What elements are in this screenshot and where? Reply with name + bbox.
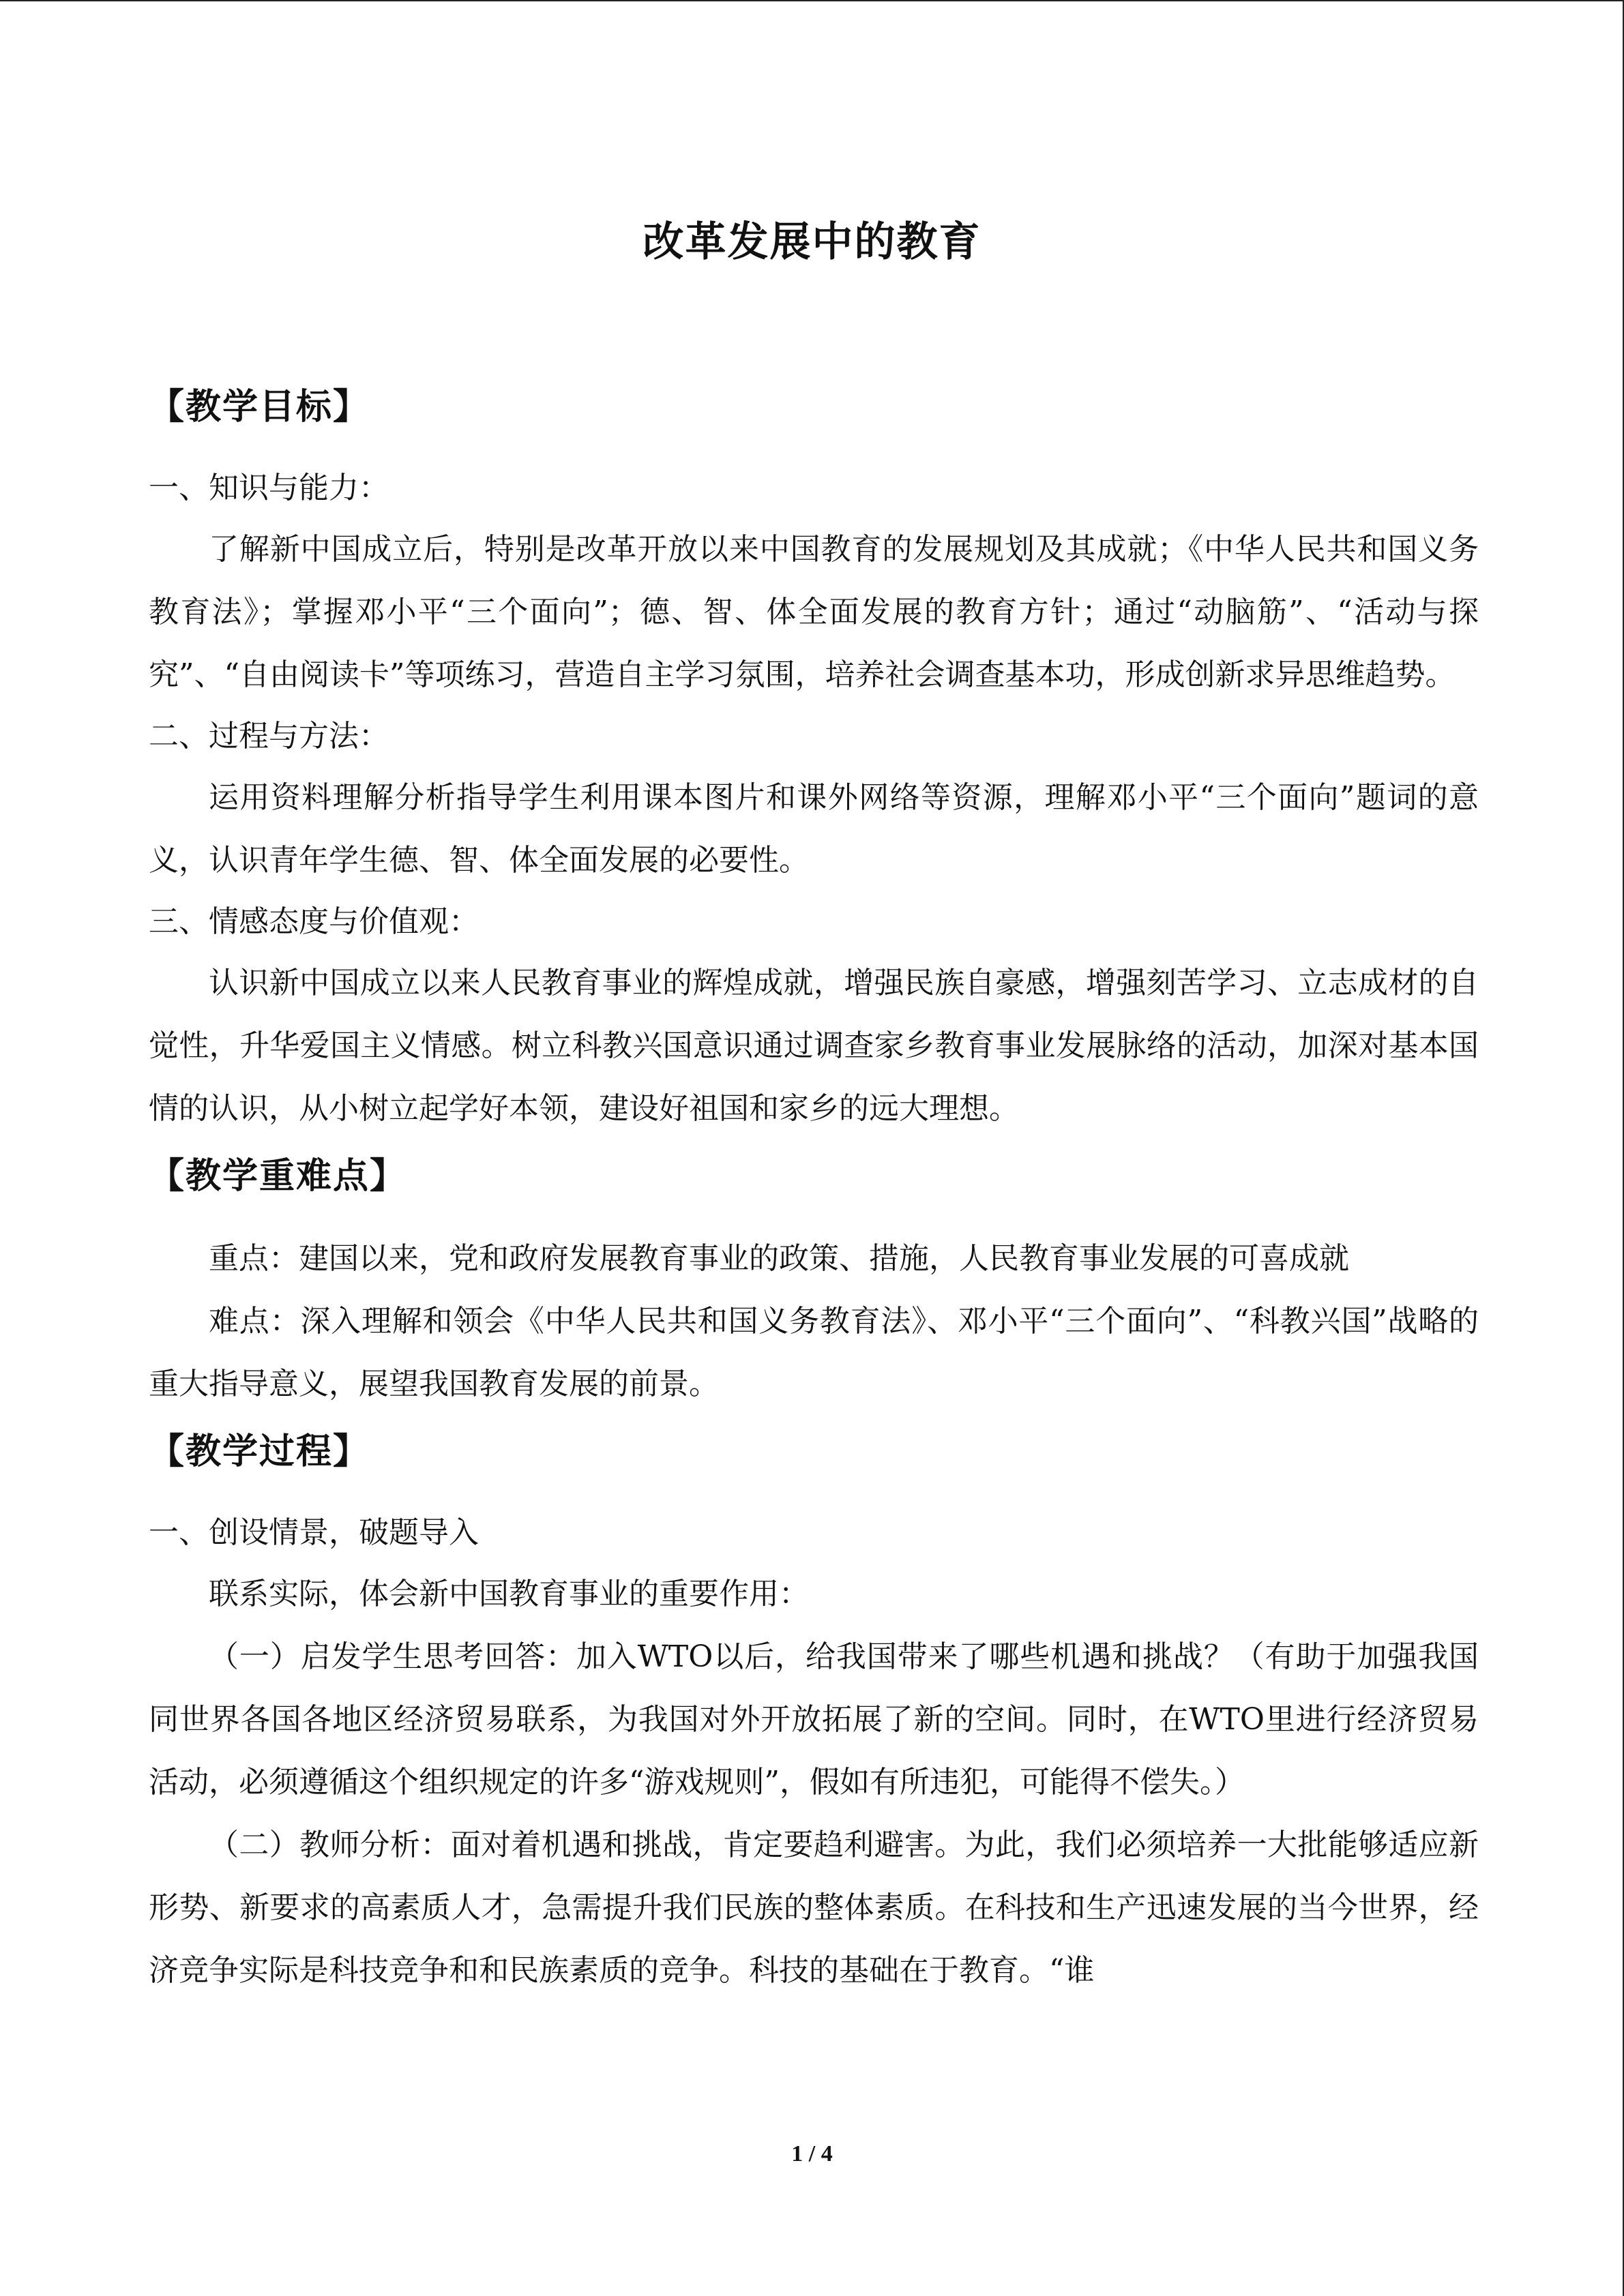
page-number: 1 / 4 (791, 2141, 833, 2166)
document-body (149, 383, 1479, 2002)
section-heading-key-points: 【教学重难点】 (149, 1156, 407, 1197)
section-heading-objectives: 【教学目标】 (149, 387, 370, 428)
paragraph-focus: 重点：建国以来，党和政府发展教育事业的政策、措施，人民教育事业发展的可喜成就 (209, 1241, 1349, 1276)
section-heading-process: 【教学过程】 (149, 1431, 370, 1472)
paragraph-process-method: 运用资料理解分析指导学生利用课本图片和课外网络等资源，理解邓小平“三个面向”题词的意义，认识青年学生德、智、体全面发展的必要性。 (149, 780, 1479, 878)
subheading-process-method: 二、过程与方法： (149, 719, 389, 754)
paragraph-difficulty: 难点：深入理解和领会《中华人民共和国义务教育法》、邓小平“三个面向”、“科教兴国”战略的重大指导意义，展望我国教育发展的前景。 (149, 1304, 1479, 1401)
paragraph-emotion-values: 认识新中国成立以来人民教育事业的辉煌成就，增强民族自豪感，增强刻苦学习、立志成材的自觉性，升华爱国主义情感。树立科教兴国意识通过调查家乡教育事业发展脉络的活动，加深对基本国情的认识，从小树立起学好本领，建设好祖国和家乡的远大理想。 (149, 966, 1479, 1126)
paragraph-knowledge: 了解新中国成立后，特别是改革开放以来中国教育的发展规划及其成就；《中华人民共和国义务教育法》；掌握邓小平“三个面向”；德、智、体全面发展的教育方针；通过“动脑筋”、“活动与探究”、“自由阅读卡”等项练习，营造自主学习氛围，培养社会调查基本功，形成创新求异思维趋势。 (149, 532, 1479, 692)
subheading-emotion-values: 三、情感态度与价值观： (149, 904, 479, 939)
subheading-knowledge: 一、知识与能力： (149, 471, 389, 505)
paragraph-item1: （一）启发学生思考回答：加入WTO以后，给我国带来了哪些机遇和挑战？（有助于加强我国同世界各国各地区经济贸易联系，为我国对外开放拓展了新的空间。同时，在WTO里进行经济贸易活动，必须遵循这个组织规定的许多“游戏规则”，假如有所违犯，可能得不偿失。） (149, 1639, 1479, 1800)
paragraph-intro: 联系实际，体会新中国教育事业的重要作用： (209, 1577, 809, 1611)
page-title: 改革发展中的教育 (643, 218, 981, 266)
subheading-step1: 一、创设情景，破题导入 (149, 1515, 479, 1550)
paragraph-item2: （二）教师分析：面对着机遇和挑战，肯定要趋利避害。为此，我们必须培养一大批能够适应新形势、新要求的高素质人才，急需提升我们民族的整体素质。在科技和生产迅速发展的当今世界，经济竞争实际是科技竞争和和民族素质的竞争。科技的基础在于教育。“谁 (149, 1828, 1479, 1988)
